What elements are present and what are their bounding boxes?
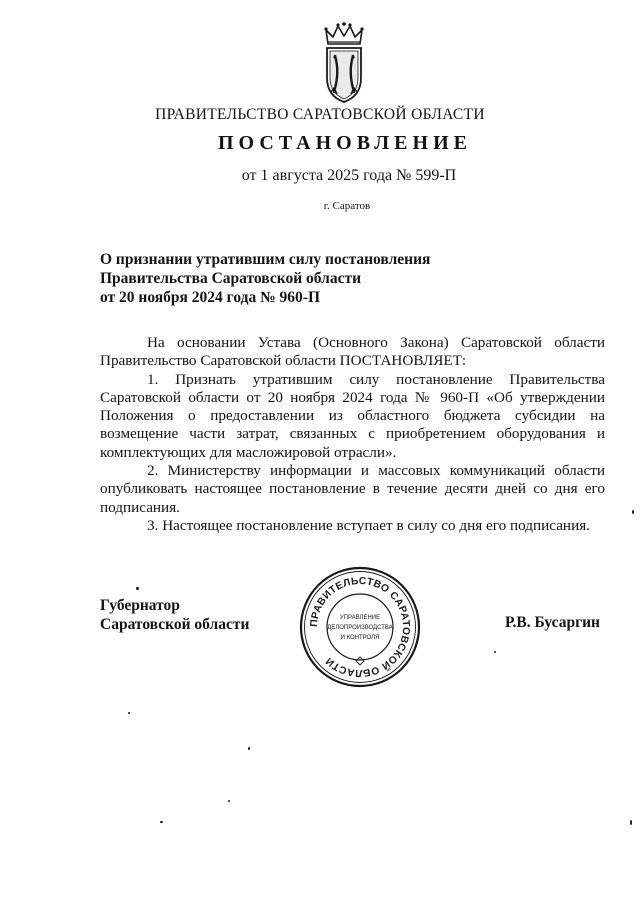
body-paragraph: На основании Устава (Основного Закона) Саратовской области Правительство Саратовской области ПОСТАНОВЛЯЕТ: <box>100 334 605 370</box>
stamp-center-line: ДЕЛОПРОИЗВОДСТВА <box>327 625 393 631</box>
stamp-star-icon <box>356 657 364 665</box>
scan-speck <box>136 587 139 590</box>
official-stamp <box>298 565 422 689</box>
organization-name: ПРАВИТЕЛЬСТВО САРАТОВСКОЙ ОБЛАСТИ <box>155 106 485 123</box>
scan-speck <box>128 712 130 714</box>
title-line: от 20 ноября 2024 года № 960-П <box>100 289 321 306</box>
title-line: О признании утратившим силу постановления <box>100 251 431 268</box>
document-type: ПОСТАНОВЛЕНИЕ <box>218 132 472 154</box>
coat-of-arms-icon <box>318 22 370 104</box>
signer-name: Р.В. Бусаргин <box>505 614 600 631</box>
scan-speck <box>630 820 632 825</box>
stamp-ring-text: ПРАВИТЕЛЬСТВО САРАТОВСКОЙ ОБЛАСТИ <box>308 575 412 679</box>
scan-speck <box>248 747 250 750</box>
document-body <box>100 334 605 535</box>
scan-speck <box>632 510 634 514</box>
stamp-center-line: УПРАВЛЕНИЕ <box>339 615 381 621</box>
signer-position <box>100 596 249 634</box>
scan-speck <box>228 800 230 802</box>
title-line: Правительства Саратовской области <box>100 270 361 287</box>
body-paragraph: 1. Признать утратившим силу постановление Правительства Саратовской области от 20 ноября 2024 года № 960-П «Об утверждении Положения о предоставлении из областного бюджета субсидии на возмещение части затрат, связанных с приобретением оборудования и комплектующих для масложировой отрасли». <box>100 370 605 461</box>
document-city: г. Саратов <box>323 200 371 212</box>
body-paragraph: 2. Министерству информации и массовых коммуникаций области опубликовать настоящее постановление в течение десяти дней со дня его подписания. <box>100 462 605 516</box>
document-date-number: от 1 августа 2025 года № 599-П <box>241 167 457 184</box>
document-title <box>100 250 520 307</box>
body-paragraph: 3. Настоящее постановление вступает в силу со дня его подписания. <box>147 516 590 534</box>
stamp-center-line: И КОНТРОЛЯ <box>340 635 380 641</box>
signer-position-line: Губернатор <box>100 597 180 614</box>
signer-position-line: Саратовской области <box>100 616 250 633</box>
scan-speck <box>160 821 163 823</box>
scan-speck <box>494 651 496 653</box>
